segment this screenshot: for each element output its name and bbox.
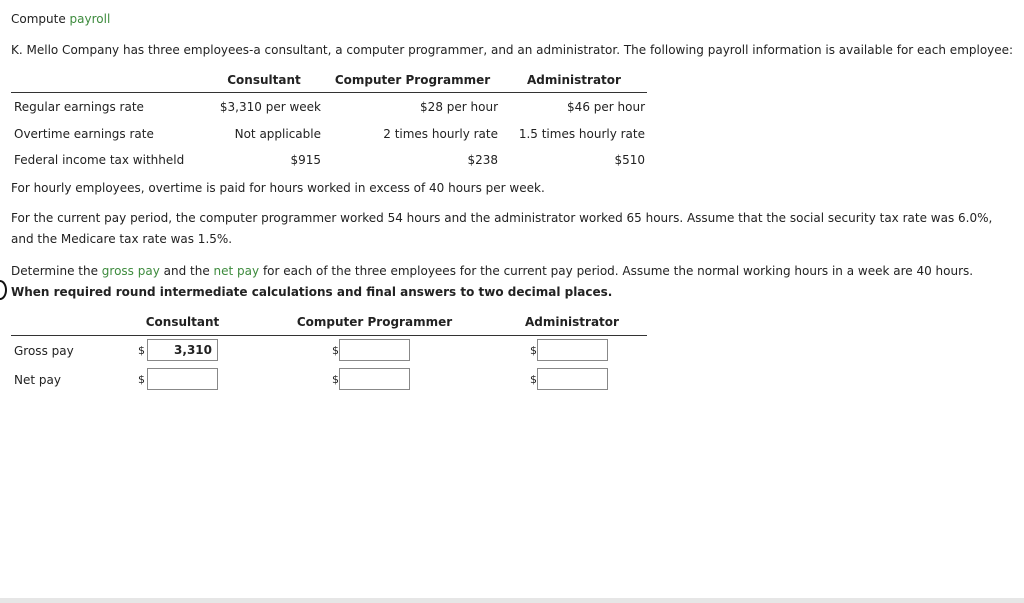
- info-cell: $238: [467, 153, 498, 167]
- instructions-part3: for each of the three employees for the current pay period. Assume the normal working hours in a week are 40 hours.: [259, 264, 974, 278]
- info-cell: $3,310 per week: [219, 100, 321, 114]
- info-cell: $46 per hour: [567, 100, 645, 114]
- answer-header-administrator: Administrator: [525, 315, 619, 329]
- net-pay-administrator-input[interactable]: [537, 368, 608, 390]
- info-cell: Not applicable: [234, 127, 321, 141]
- page-title: [11, 12, 110, 26]
- payroll-link[interactable]: payroll: [69, 12, 111, 26]
- info-cell: $28 per hour: [420, 100, 498, 114]
- intro-text: K. Mello Company has three employees-a consultant, a computer programmer, and an administrator. The following payroll information is available for each employee:: [11, 43, 1014, 57]
- gross-pay-link[interactable]: gross pay: [101, 264, 160, 278]
- net-pay-link[interactable]: net pay: [213, 264, 260, 278]
- bottom-divider: [0, 598, 1024, 603]
- dollar-sign: $: [138, 344, 145, 357]
- gross-pay-administrator-input[interactable]: [537, 339, 608, 361]
- answer-header-programmer: Computer Programmer: [296, 315, 453, 329]
- info-row-label: Regular earnings rate: [14, 100, 144, 114]
- rounding-instruction: When required round intermediate calculations and final answers to two decimal places.: [11, 285, 613, 299]
- info-row-label: Federal income tax withheld: [14, 153, 185, 167]
- answer-header-rule: [11, 335, 647, 336]
- info-cell: 1.5 times hourly rate: [518, 127, 645, 141]
- info-row-label: Overtime earnings rate: [14, 127, 154, 141]
- info-cell: 2 times hourly rate: [383, 127, 498, 141]
- overtime-note: For hourly employees, overtime is paid for hours worked in excess of 40 hours per week.: [11, 181, 545, 195]
- dollar-sign: $: [138, 373, 145, 386]
- instructions-part1: Determine the: [11, 264, 102, 278]
- gross-pay-consultant-input[interactable]: [147, 339, 218, 361]
- dollar-sign: $: [332, 373, 339, 386]
- dollar-sign: $: [332, 344, 339, 357]
- question-marker: [0, 280, 7, 300]
- info-cell: $510: [614, 153, 645, 167]
- title-prefix: Compute: [11, 12, 70, 26]
- info-cell: $915: [290, 153, 321, 167]
- info-header-rule: [11, 92, 647, 93]
- net-pay-programmer-input[interactable]: [339, 368, 410, 390]
- info-header-programmer: Computer Programmer: [334, 73, 491, 87]
- gross-pay-programmer-input[interactable]: [339, 339, 410, 361]
- answer-header-consultant: Consultant: [145, 315, 220, 329]
- instructions-part2: and the: [159, 264, 214, 278]
- net-pay-label: Net pay: [14, 373, 61, 387]
- dollar-sign: $: [530, 344, 537, 357]
- net-pay-consultant-input[interactable]: [147, 368, 218, 390]
- info-header-administrator: Administrator: [527, 73, 621, 87]
- dollar-sign: $: [530, 373, 537, 386]
- gross-pay-label: Gross pay: [14, 344, 74, 358]
- info-header-consultant: Consultant: [227, 73, 301, 87]
- pay-period-text: For the current pay period, the computer programmer worked 54 hours and the administrator worked 65 hours. Assume that the social security tax rate was 6.0%, and the Medicare tax rate was 1.5%.: [11, 211, 993, 246]
- instructions-text: [11, 261, 1011, 303]
